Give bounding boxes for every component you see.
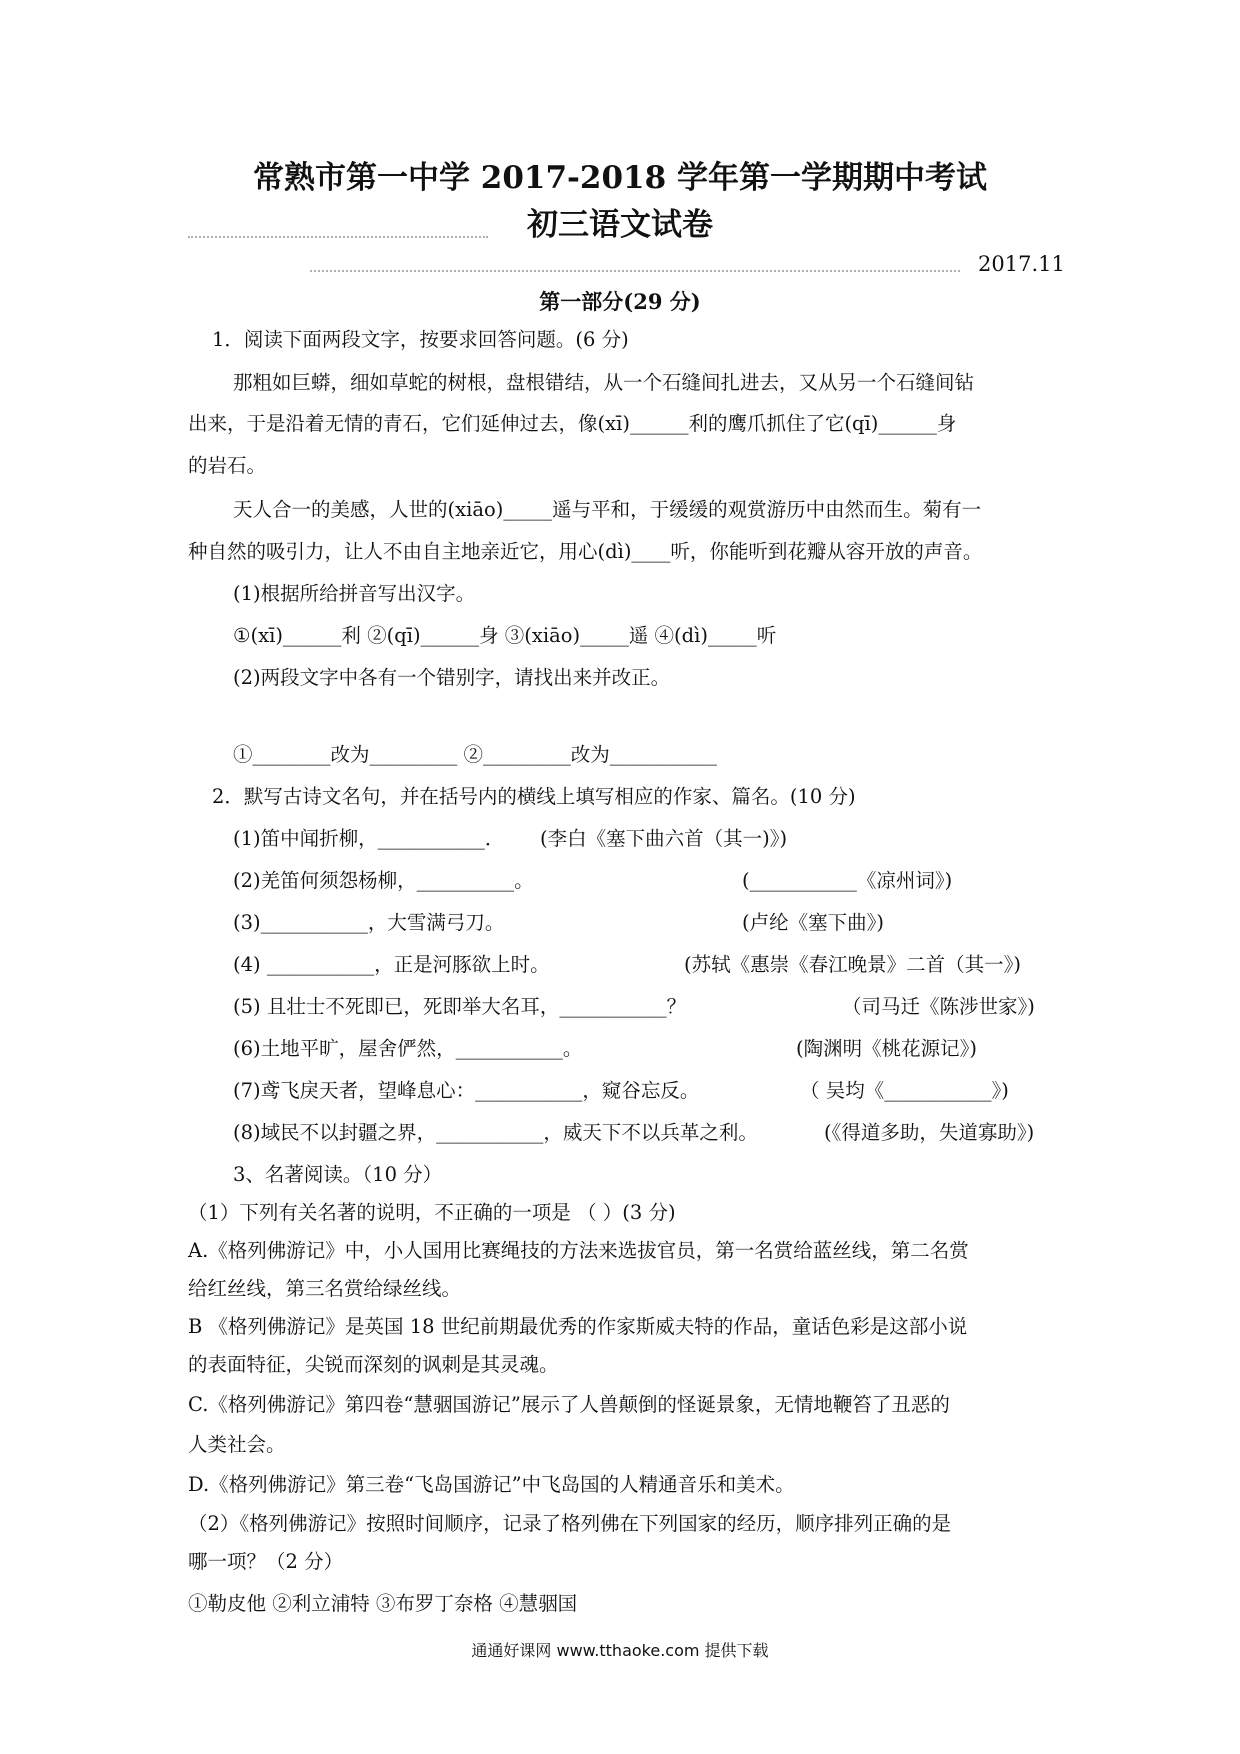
option-c-cont: 人类社会。 xyxy=(188,1433,286,1456)
passage-line: 那粗如巨蟒，细如草蛇的树根，盘根错结，从一个石缝间扎进去，又从另一个石缝间钻 xyxy=(233,371,975,394)
country-options: ①勒皮他 ②利立浦特 ③布罗丁奈格 ④慧骃国 xyxy=(188,1592,578,1615)
question-3-sub2-cont: 哪一项？（2 分） xyxy=(188,1550,344,1573)
dotted-divider xyxy=(310,270,960,272)
passage-line: 出来，于是沿着无情的青石，它们延伸过去，像(xī)______利的鹰爪抓住了它(qī)______身 xyxy=(188,412,957,435)
passage-line: 的岩石。 xyxy=(188,454,267,477)
part-heading: 第一部分(29 分) xyxy=(539,289,701,314)
question-1-stem: 1．阅读下面两段文字，按要求回答问题。(6 分) xyxy=(212,328,629,351)
poem-line: (6)土地平旷，屋舍俨然，___________。 xyxy=(233,1037,583,1060)
question-1-sub1-blanks: ①(xī)______利 ②(qī)______身 ③(xiāo)_____遥 ④(dì)_____听 xyxy=(233,624,777,647)
poem-line: (2)羌笛何须怨杨柳，__________。 xyxy=(233,869,534,892)
poem-line: (5) 且壮士不死即已，死即举大名耳，___________？ xyxy=(233,995,687,1018)
footer-credit: 通通好课网 www.tthaoke.com 提供下载 xyxy=(471,1641,769,1660)
exam-date: 2017.11 xyxy=(978,252,1065,276)
question-2-stem: 2．默写古诗文名句，并在括号内的横线上填写相应的作家、篇名。(10 分) xyxy=(212,785,856,808)
question-3-sub1: （1）下列有关名著的说明，不正确的一项是 （ ）(3 分) xyxy=(188,1201,676,1224)
question-1-sub2: (2)两段文字中各有一个错别字，请找出来并改正。 xyxy=(233,666,671,689)
question-3-stem: 3、名著阅读。（10 分） xyxy=(233,1163,443,1186)
poem-source: （司马迁《陈涉世家》) xyxy=(842,995,1035,1018)
question-3-sub2: （2）《格列佛游记》按照时间顺序，记录了格列佛在下列国家的经历，顺序排列正确的是 xyxy=(188,1512,952,1535)
option-a: A.《格列佛游记》中，小人国用比赛绳技的方法来选拔官员，第一名赏给蓝丝线，第二名赏 xyxy=(188,1239,969,1262)
poem-source: (《得道多助，失道寡助》) xyxy=(824,1121,1035,1144)
option-a-cont: 给红丝线，第三名赏给绿丝线。 xyxy=(188,1277,462,1300)
poem-line: (8)域民不以封疆之界，___________，威天下不以兵革之利。 xyxy=(233,1121,758,1144)
poem-source: (李白《塞下曲六首（其一)》) xyxy=(540,827,788,850)
exam-subtitle: 初三语文试卷 xyxy=(527,207,713,243)
exam-title: 常熟市第一中学 2017-2018 学年第一学期期中考试 xyxy=(252,160,987,196)
poem-source: (卢纶《塞下曲》) xyxy=(742,911,884,934)
option-b: B 《格列佛游记》是英国 18 世纪前期最优秀的作家斯威夫特的作品，童话色彩是这部小说 xyxy=(188,1315,968,1338)
poem-line: (1)笛中闻折柳，___________． xyxy=(233,827,505,850)
poem-line: (7)鸢飞戾天者，望峰息心：___________，窥谷忘反。 xyxy=(233,1079,700,1102)
poem-line: (3)___________，大雪满弓刀。 xyxy=(233,911,505,934)
option-d: D.《格列佛游记》第三卷“飞岛国游记”中飞岛国的人精通音乐和美术。 xyxy=(188,1473,795,1496)
poem-line: (4) ___________，正是河豚欲上时。 xyxy=(233,953,550,976)
poem-source: (苏轼《惠崇《春江晚景》二首（其一》) xyxy=(684,953,1021,976)
poem-source: (___________《凉州词》) xyxy=(742,869,953,892)
passage-line: 种自然的吸引力，让人不由自主地亲近它，用心(dì)____听，你能听到花瓣从容开放的声音。 xyxy=(188,540,983,563)
question-1-sub2-blanks: ①________改为_________ ②_________改为___________ xyxy=(233,743,717,766)
question-1-sub1: (1)根据所给拼音写出汉字。 xyxy=(233,582,476,605)
option-c: C.《格列佛游记》第四卷“慧骃国游记”展示了人兽颠倒的怪诞景象，无情地鞭笞了丑恶的 xyxy=(188,1393,950,1416)
poem-source: (陶渊明《桃花源记》) xyxy=(796,1037,977,1060)
passage-line: 天人合一的美感，人世的(xiāo)_____遥与平和，于缓缓的观赏游历中由然而生。菊有一 xyxy=(233,498,982,521)
poem-source: （ 吴均《___________》) xyxy=(800,1079,1009,1102)
option-b-cont: 的表面特征，尖锐而深刻的讽刺是其灵魂。 xyxy=(188,1353,559,1376)
